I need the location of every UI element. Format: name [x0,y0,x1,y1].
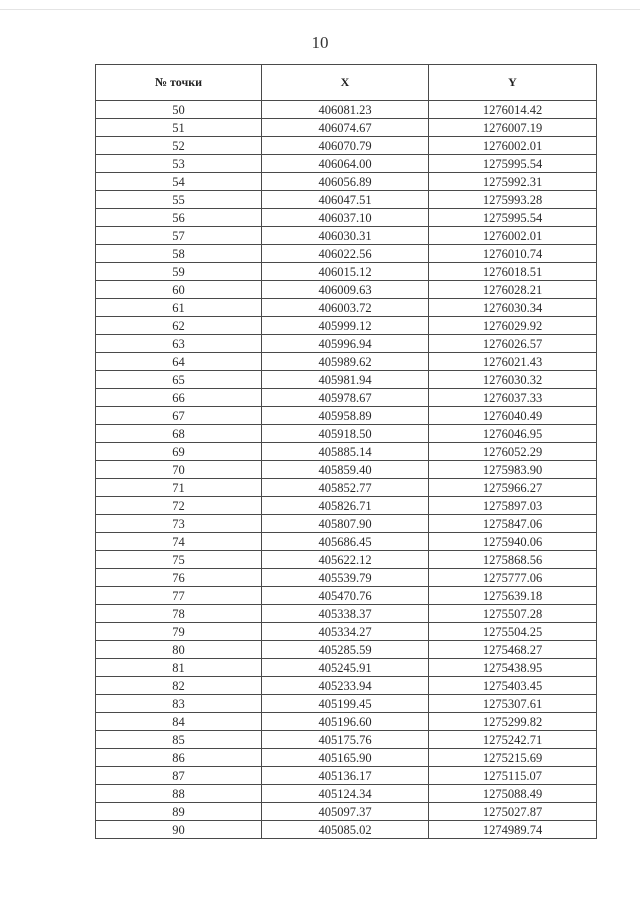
cell-y: 1275983.90 [429,461,597,479]
cell-x: 405097.37 [262,803,429,821]
cell-point-number: 79 [96,623,262,641]
header-x: X [262,65,429,101]
cell-x: 406015.12 [262,263,429,281]
cell-x: 406070.79 [262,137,429,155]
cell-y: 1275995.54 [429,155,597,173]
cell-y: 1276002.01 [429,227,597,245]
cell-point-number: 59 [96,263,262,281]
table-row [96,299,597,317]
cell-y: 1275993.28 [429,191,597,209]
cell-y: 1275242.71 [429,731,597,749]
cell-y: 1275992.31 [429,173,597,191]
cell-x: 405885.14 [262,443,429,461]
cell-y: 1275897.03 [429,497,597,515]
cell-x: 405124.34 [262,785,429,803]
cell-x: 405085.02 [262,821,429,839]
table-row [96,659,597,677]
cell-x: 405175.76 [262,731,429,749]
table-row [96,461,597,479]
cell-y: 1276026.57 [429,335,597,353]
table-row [96,119,597,137]
cell-point-number: 71 [96,479,262,497]
cell-y: 1276037.33 [429,389,597,407]
cell-point-number: 55 [96,191,262,209]
cell-point-number: 62 [96,317,262,335]
cell-y: 1274989.74 [429,821,597,839]
cell-x: 405989.62 [262,353,429,371]
cell-x: 406056.89 [262,173,429,191]
cell-point-number: 85 [96,731,262,749]
table-row [96,227,597,245]
cell-point-number: 52 [96,137,262,155]
cell-x: 405918.50 [262,425,429,443]
table-row [96,173,597,191]
cell-y: 1275995.54 [429,209,597,227]
table-row [96,605,597,623]
table-row [96,371,597,389]
cell-y: 1275504.25 [429,623,597,641]
cell-point-number: 88 [96,785,262,803]
cell-x: 405622.12 [262,551,429,569]
table-row [96,335,597,353]
cell-y: 1276040.49 [429,407,597,425]
header-point-number: № точки [96,65,262,101]
table-row [96,101,597,119]
cell-point-number: 73 [96,515,262,533]
cell-y: 1276028.21 [429,281,597,299]
cell-point-number: 69 [96,443,262,461]
table-row [96,209,597,227]
cell-point-number: 74 [96,533,262,551]
cell-y: 1276029.92 [429,317,597,335]
table-row [96,389,597,407]
table-row [96,281,597,299]
table-row [96,155,597,173]
table-row [96,245,597,263]
cell-y: 1276018.51 [429,263,597,281]
table-row [96,137,597,155]
cell-x: 405539.79 [262,569,429,587]
table-row [96,533,597,551]
cell-y: 1275940.06 [429,533,597,551]
table-row [96,821,597,839]
cell-x: 406009.63 [262,281,429,299]
cell-x: 405859.40 [262,461,429,479]
cell-x: 405334.27 [262,623,429,641]
table-row [96,695,597,713]
table-row [96,731,597,749]
table-row [96,749,597,767]
cell-y: 1275088.49 [429,785,597,803]
header-y: Y [429,65,597,101]
table-row [96,191,597,209]
cell-y: 1275115.07 [429,767,597,785]
cell-y: 1275507.28 [429,605,597,623]
page-top-edge [0,9,640,10]
cell-point-number: 64 [96,353,262,371]
cell-x: 405999.12 [262,317,429,335]
cell-y: 1275438.95 [429,659,597,677]
table-row [96,497,597,515]
table-row [96,551,597,569]
cell-point-number: 78 [96,605,262,623]
cell-point-number: 72 [96,497,262,515]
cell-x: 406037.10 [262,209,429,227]
cell-x: 405245.91 [262,659,429,677]
cell-x: 406003.72 [262,299,429,317]
coordinates-table [95,64,597,839]
cell-y: 1276021.43 [429,353,597,371]
cell-point-number: 54 [96,173,262,191]
cell-x: 405958.89 [262,407,429,425]
cell-y: 1276002.01 [429,137,597,155]
table-row [96,479,597,497]
cell-point-number: 61 [96,299,262,317]
table-row [96,785,597,803]
cell-y: 1275299.82 [429,713,597,731]
cell-x: 405826.71 [262,497,429,515]
cell-point-number: 82 [96,677,262,695]
cell-point-number: 80 [96,641,262,659]
cell-point-number: 84 [96,713,262,731]
cell-y: 1276052.29 [429,443,597,461]
cell-x: 405996.94 [262,335,429,353]
table-row [96,263,597,281]
cell-point-number: 58 [96,245,262,263]
cell-x: 405196.60 [262,713,429,731]
cell-point-number: 90 [96,821,262,839]
cell-y: 1276014.42 [429,101,597,119]
cell-point-number: 67 [96,407,262,425]
cell-y: 1276010.74 [429,245,597,263]
cell-x: 406064.00 [262,155,429,173]
cell-point-number: 89 [96,803,262,821]
table-row [96,317,597,335]
cell-x: 405852.77 [262,479,429,497]
table-row [96,515,597,533]
table-row [96,443,597,461]
cell-point-number: 50 [96,101,262,119]
cell-x: 405807.90 [262,515,429,533]
cell-y: 1275847.06 [429,515,597,533]
cell-x: 405233.94 [262,677,429,695]
cell-point-number: 60 [96,281,262,299]
cell-y: 1276046.95 [429,425,597,443]
cell-point-number: 75 [96,551,262,569]
cell-point-number: 68 [96,425,262,443]
cell-y: 1275027.87 [429,803,597,821]
table-row [96,407,597,425]
cell-y: 1275215.69 [429,749,597,767]
cell-x: 405981.94 [262,371,429,389]
cell-x: 406081.23 [262,101,429,119]
cell-point-number: 65 [96,371,262,389]
cell-y: 1275777.06 [429,569,597,587]
cell-x: 405165.90 [262,749,429,767]
table-row [96,677,597,695]
cell-point-number: 53 [96,155,262,173]
cell-y: 1276007.19 [429,119,597,137]
cell-point-number: 76 [96,569,262,587]
table-body [96,101,597,839]
cell-x: 405978.67 [262,389,429,407]
cell-point-number: 77 [96,587,262,605]
cell-x: 405136.17 [262,767,429,785]
cell-y: 1275307.61 [429,695,597,713]
cell-point-number: 87 [96,767,262,785]
cell-x: 405338.37 [262,605,429,623]
table-header [96,65,597,101]
cell-x: 405285.59 [262,641,429,659]
cell-x: 406074.67 [262,119,429,137]
page-number: 10 [311,33,329,52]
table-row [96,803,597,821]
cell-point-number: 51 [96,119,262,137]
table-row [96,587,597,605]
cell-x: 406047.51 [262,191,429,209]
cell-x: 405686.45 [262,533,429,551]
cell-y: 1275639.18 [429,587,597,605]
cell-y: 1275966.27 [429,479,597,497]
table-row [96,425,597,443]
table-row [96,767,597,785]
cell-point-number: 83 [96,695,262,713]
cell-point-number: 86 [96,749,262,767]
cell-point-number: 66 [96,389,262,407]
cell-x: 406030.31 [262,227,429,245]
cell-y: 1276030.34 [429,299,597,317]
cell-y: 1275468.27 [429,641,597,659]
cell-point-number: 63 [96,335,262,353]
cell-point-number: 70 [96,461,262,479]
table-row [96,623,597,641]
cell-x: 405199.45 [262,695,429,713]
cell-x: 405470.76 [262,587,429,605]
cell-y: 1275868.56 [429,551,597,569]
table-row [96,353,597,371]
table-row [96,713,597,731]
cell-y: 1276030.32 [429,371,597,389]
cell-point-number: 56 [96,209,262,227]
table-row [96,641,597,659]
header-row [96,65,597,101]
cell-y: 1275403.45 [429,677,597,695]
cell-x: 406022.56 [262,245,429,263]
cell-point-number: 57 [96,227,262,245]
table-row [96,569,597,587]
cell-point-number: 81 [96,659,262,677]
